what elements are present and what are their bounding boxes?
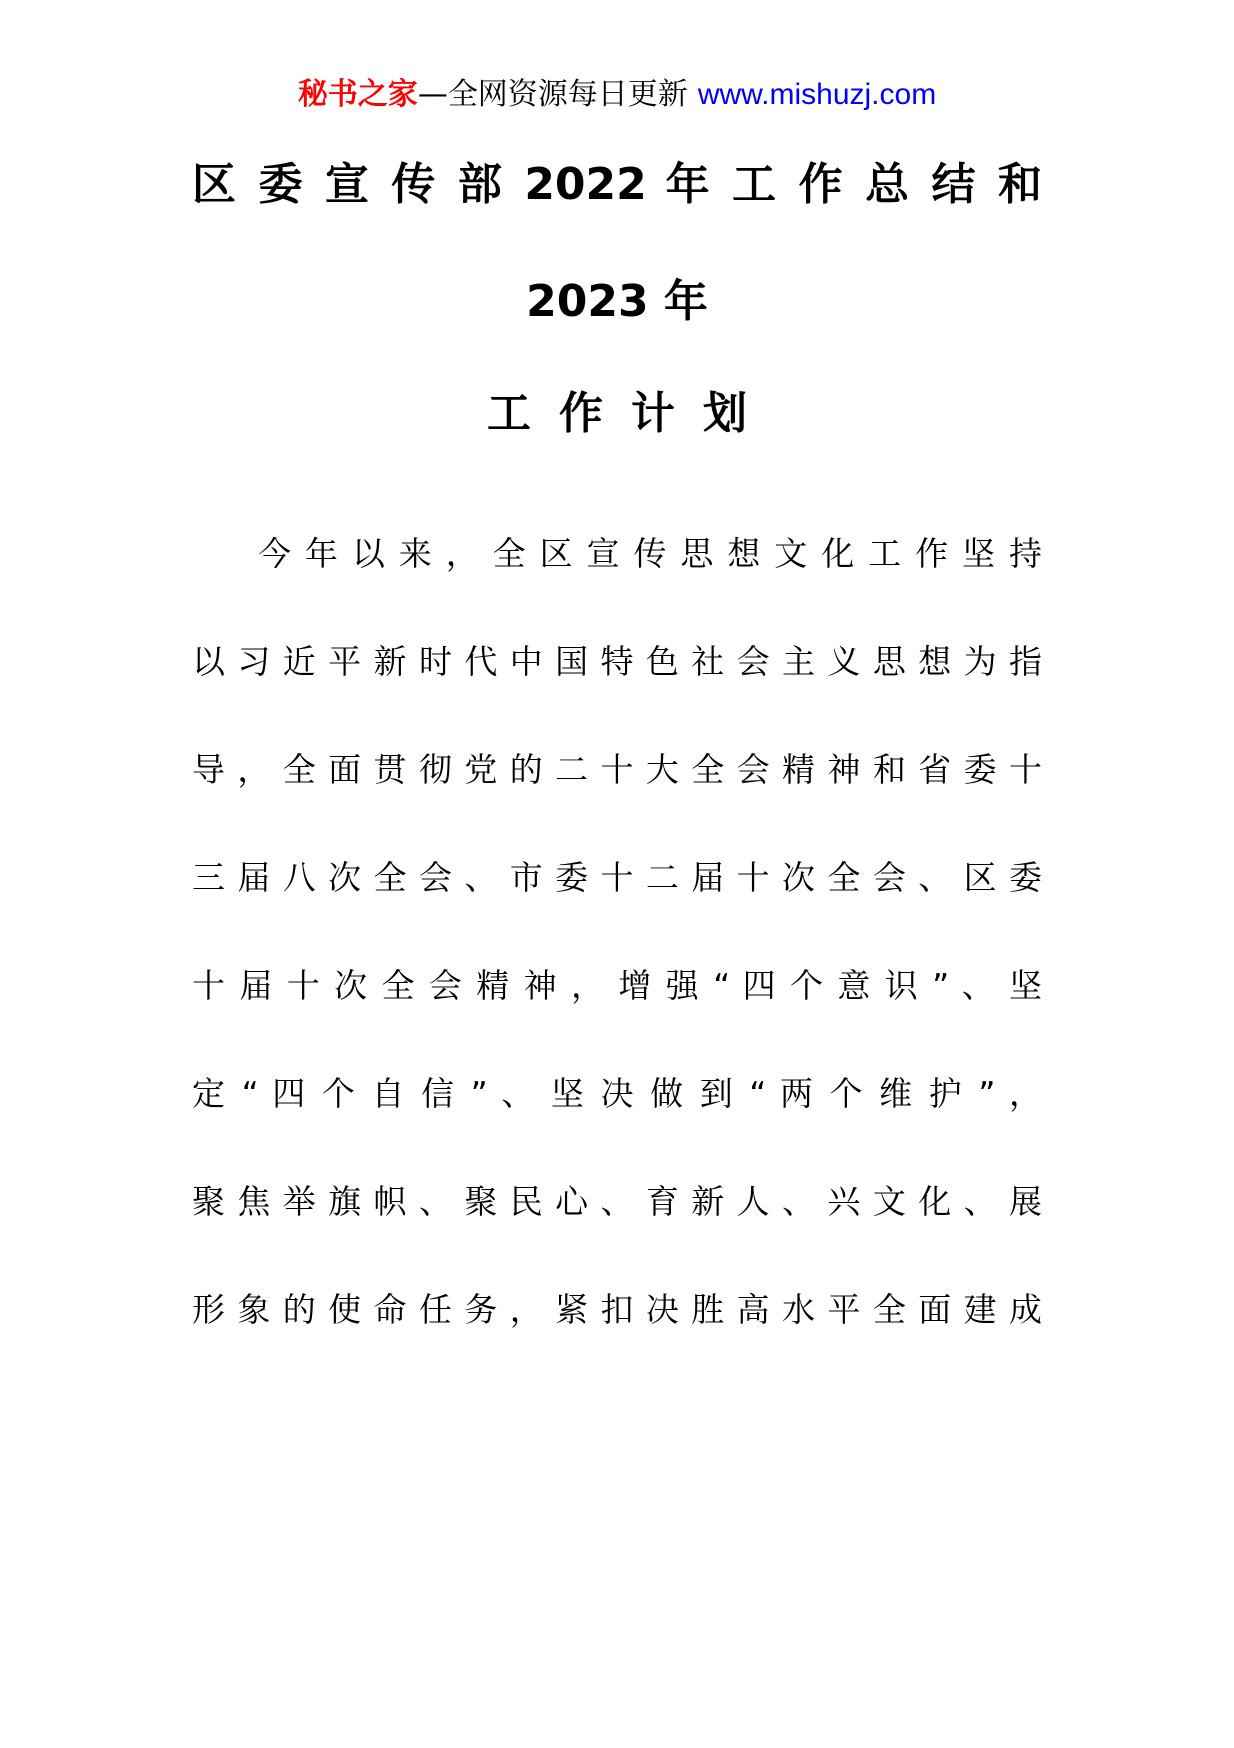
document-title-line-3: 工作计划	[487, 388, 775, 439]
paragraph-line: 聚 焦 举 旗 帜 、 聚 民 心 、 育 新 人 、 兴 文 化 、 展	[192, 1182, 1042, 1221]
brand-name: 秘书之家	[297, 77, 418, 112]
paragraph-line: 十 届 十 次 全 会 精 神 ， 增 强 “ 四 个 意 识 ” 、 坚	[192, 966, 1042, 1005]
page-header	[0, 72, 1234, 118]
website-link[interactable]: www.mishuzj.com	[697, 78, 937, 111]
document-title-line-2: 2023 年	[526, 276, 708, 327]
paragraph-line: 形 象 的 使 命 任 务 ， 紧 扣 决 胜 高 水 平 全 面 建 成	[192, 1290, 1042, 1329]
paragraph-line: 以 习 近 平 新 时 代 中 国 特 色 社 会 主 义 思 想 为 指	[192, 642, 1042, 681]
header-tagline: —全网资源每日更新	[417, 77, 688, 112]
paragraph-line: 定 “ 四 个 自 信 ” 、 坚 决 做 到 “ 两 个 维 护 ” ，	[192, 1074, 1042, 1113]
document-title-line-1: 区 委 宣 传 部 2022 年 工 作 总 结 和	[192, 159, 1042, 210]
paragraph-line: 三 届 八 次 全 会 、 市 委 十 二 届 十 次 全 会 、 区 委	[192, 858, 1042, 897]
paragraph-line: 今 年 以 来 ， 全 区 宣 传 思 想 文 化 工 作 坚 持	[258, 534, 1042, 573]
paragraph-line: 导 ， 全 面 贯 彻 党 的 二 十 大 全 会 精 神 和 省 委 十	[192, 750, 1042, 789]
